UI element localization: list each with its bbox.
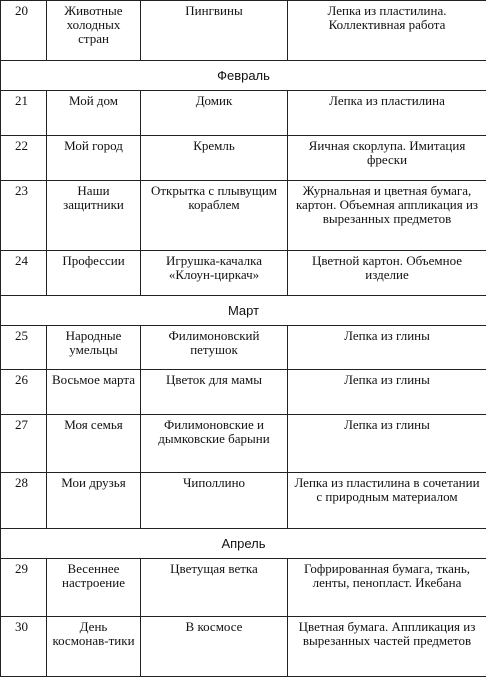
lesson-topic: Моя семья xyxy=(47,415,141,473)
lesson-work: Цветок для мамы xyxy=(141,370,288,415)
lesson-number: 27 xyxy=(1,415,47,473)
lesson-material: Яичная скорлупа. Имитация фрески xyxy=(288,136,486,181)
month-row xyxy=(1,529,486,559)
lesson-number: 23 xyxy=(1,181,47,251)
lesson-work: Чиполлино xyxy=(141,473,288,529)
lesson-work: Филимоновский петушок xyxy=(141,326,288,370)
lesson-topic: День космонав-тики xyxy=(47,617,141,677)
lesson-material: Лепка из пластилина xyxy=(288,91,486,136)
lesson-material: Лепка из глины xyxy=(288,370,486,415)
lesson-work: Открытка с плывущим кораблем xyxy=(141,181,288,251)
month-header: Март xyxy=(1,296,486,326)
table-row xyxy=(1,473,486,529)
lesson-material: Цветная бумага. Аппликация из вырезанных частей предметов xyxy=(288,617,486,677)
lesson-topic: Мои друзья xyxy=(47,473,141,529)
lesson-topic: Народные умельцы xyxy=(47,326,141,370)
lesson-work: Кремль xyxy=(141,136,288,181)
lesson-topic: Мой дом xyxy=(47,91,141,136)
lesson-topic: Животные холодных стран xyxy=(47,1,141,61)
table-row xyxy=(1,617,486,677)
lesson-number: 29 xyxy=(1,559,47,617)
lesson-number: 25 xyxy=(1,326,47,370)
month-header: Февраль xyxy=(1,61,486,91)
lesson-work: Цветущая ветка xyxy=(141,559,288,617)
table-row xyxy=(1,91,486,136)
table-row xyxy=(1,415,486,473)
table-row xyxy=(1,1,486,61)
table-row xyxy=(1,559,486,617)
lesson-topic: Восьмое марта xyxy=(47,370,141,415)
lesson-material: Цветной картон. Объемное изделие xyxy=(288,251,486,296)
lesson-number: 20 xyxy=(1,1,47,61)
lesson-topic: Весеннее настроение xyxy=(47,559,141,617)
month-row xyxy=(1,296,486,326)
lesson-number: 28 xyxy=(1,473,47,529)
lesson-work: В космосе xyxy=(141,617,288,677)
table-body xyxy=(1,1,486,677)
lesson-material: Лепка из пластилина в сочетании с природным материалом xyxy=(288,473,486,529)
lesson-number: 22 xyxy=(1,136,47,181)
month-row xyxy=(1,61,486,91)
lesson-topic: Мой город xyxy=(47,136,141,181)
lesson-material: Лепка из пластилина. Коллективная работа xyxy=(288,1,486,61)
table-row xyxy=(1,251,486,296)
table-row xyxy=(1,136,486,181)
lesson-work: Пингвины xyxy=(141,1,288,61)
lesson-number: 24 xyxy=(1,251,47,296)
lesson-material: Лепка из глины xyxy=(288,326,486,370)
lesson-topic: Профессии xyxy=(47,251,141,296)
lesson-material: Гофрированная бумага, ткань, ленты, пенопласт. Икебана xyxy=(288,559,486,617)
table-row xyxy=(1,326,486,370)
lesson-material: Журнальная и цветная бумага, картон. Объемная аппликация из вырезанных предметов xyxy=(288,181,486,251)
table-row xyxy=(1,370,486,415)
lesson-number: 26 xyxy=(1,370,47,415)
table-row xyxy=(1,181,486,251)
lesson-number: 21 xyxy=(1,91,47,136)
month-header: Апрель xyxy=(1,529,486,559)
lesson-work: Домик xyxy=(141,91,288,136)
lesson-topic: Наши защитники xyxy=(47,181,141,251)
lesson-work: Филимоновские и дымковские барыни xyxy=(141,415,288,473)
lesson-number: 30 xyxy=(1,617,47,677)
lesson-material: Лепка из глины xyxy=(288,415,486,473)
lesson-work: Игрушка-качалка «Клоун-циркач» xyxy=(141,251,288,296)
